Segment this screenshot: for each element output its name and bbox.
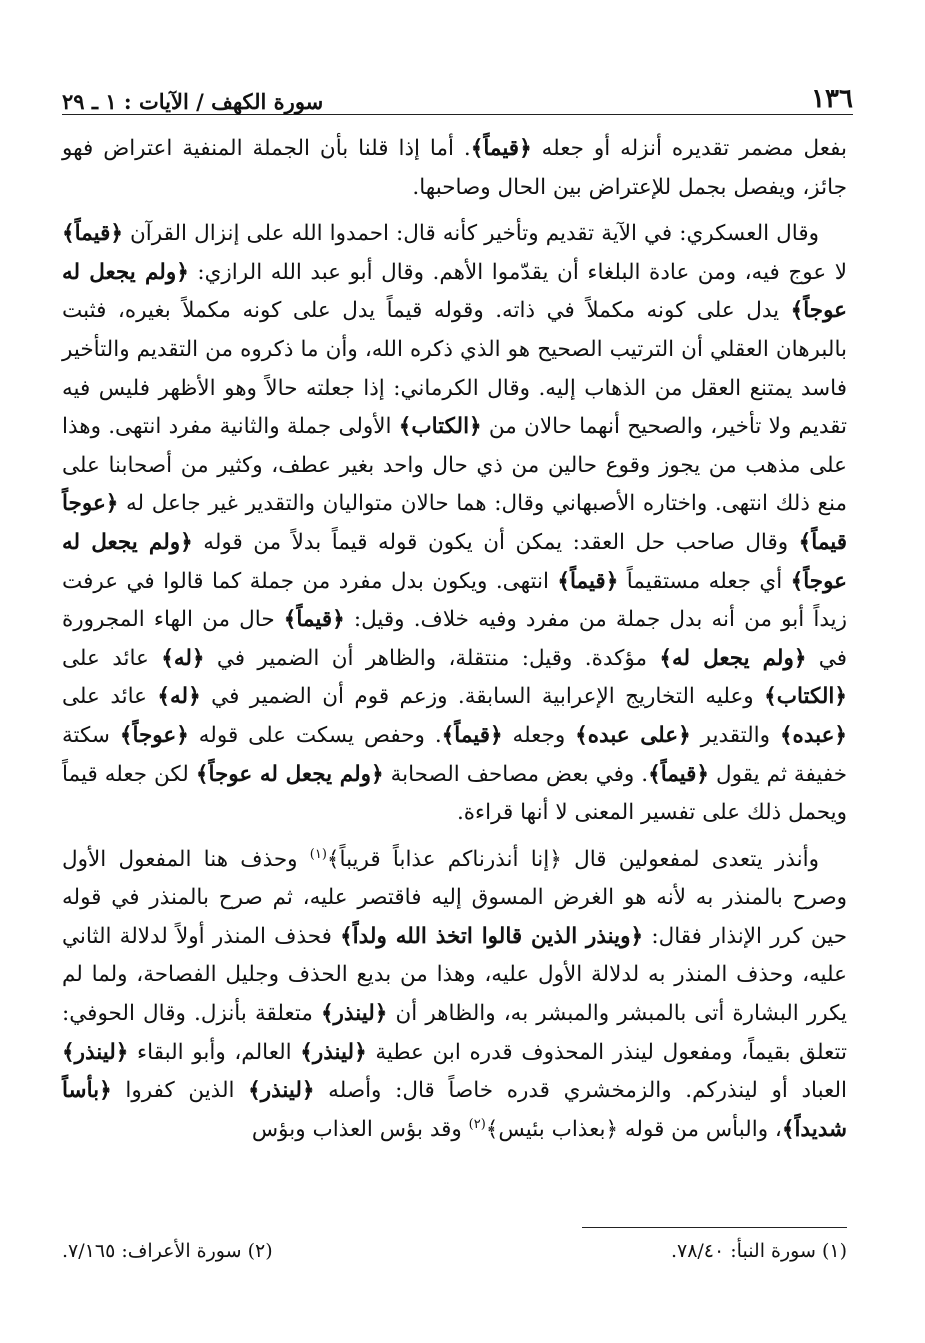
quran-quote: ﴿قيماً﴾	[557, 568, 619, 594]
quran-quote: ﴿الكتاب﴾	[764, 684, 847, 710]
text-run: وعليه التخاريج الإعرابية السابقة. وزعم قوم أن الضمير في	[200, 684, 765, 710]
paragraph	[62, 215, 847, 833]
text-run: . أما إذا قلنا بأن الجملة المنفية اعتراض فهو جائز، ويفصل بجمل للإعتراض بين الحال وصاحبها.	[62, 136, 847, 200]
footnote-marker: (١)	[309, 846, 327, 862]
text-run: وقال صاحب حل العقد: يمكن أن يكون قوله قيماً بدلاً من قوله	[192, 529, 799, 555]
text-run: . وحفص يسكت على قوله	[188, 722, 442, 748]
quran-quote: ﴿لينذر﴾	[300, 1039, 367, 1065]
quran-quote: ﴿قيماً﴾	[62, 221, 123, 247]
text-run: والتقدير	[690, 722, 780, 748]
footnote-marker: (٢)	[468, 1116, 486, 1132]
quran-quote: ﴿عوجاً﴾	[119, 722, 189, 748]
footnote-2: (٢) سورة الأعراف: ٧/١٦٥.	[62, 1240, 273, 1262]
quran-quote: ﴿له﴾	[161, 645, 205, 671]
text-run: العالم، وأبو البقاء	[128, 1039, 301, 1065]
page-header	[62, 84, 853, 115]
text-run: وقد بؤس العذاب وبؤس	[251, 1116, 469, 1142]
page-number: ١٣٦	[811, 84, 853, 114]
quran-quote: ﴿بأساً شديداً﴾	[62, 1078, 847, 1142]
quran-quote: ﴿لينذر﴾	[248, 1078, 315, 1104]
text-run: وحذف هنا المفعول الأول وصرح بالمنذر به لأنه هو الغرض المسوق إليه فاقتصر عليه، ثم صرح بالمنذر في قوله حين كرر الإنذار فقال:	[62, 846, 847, 949]
quran-quote: ﴿له﴾	[157, 684, 201, 710]
text-run: بفعل مضمر تقديره أنزله أو جعله	[531, 136, 847, 161]
quran-quote: ﴿الكتاب﴾	[398, 414, 482, 440]
text-run: ﴿إنا أنذرناكم عذاباً قريباً﴾	[326, 846, 562, 872]
quran-quote: ﴿ولم يجعل له عوجاً﴾	[62, 529, 847, 594]
quran-quote: ﴿عوجاً قيماً﴾	[62, 491, 848, 555]
quran-quote: ﴿قيماً﴾	[470, 136, 532, 161]
quran-quote: ﴿لينذر﴾	[62, 1039, 129, 1065]
quran-quote: ﴿على عبده﴾	[575, 722, 691, 748]
footnotes	[62, 1236, 847, 1266]
footnote-divider	[582, 1227, 847, 1228]
text-run: الأولى جملة والثانية مفرد انتهى. وهذا على مذهب من يجوز وقوع حالين من ذي حال واحد بغير عطف، وكثير من أصحابنا على منع ذلك انتهى. واختاره الأصبهاني وقال: هما حالان متواليان والتقدير غير جاعل له	[62, 414, 847, 517]
text-run: يدل على كونه مكملاً في ذاته. وقوله قيماً يدل على كونه مكملاً بغيره، فثبت بالبرهان العقلي أن الترتيب الصحيح هو الذي ذكره الله، وأن ما ذكروه من التقديم والتأخير فاسد يمتنع العقل من الذهاب إليه. وقال الكرماني: إذا جعلته حالاً وهو الأظهر فليس فيه تقديم ولا تأخير، والصحيح أنهما حالان من	[62, 298, 847, 440]
text-run: عائد على	[62, 684, 158, 710]
text-run: فحذف المنذر أولاً لدلالة الثاني عليه، وحذف المنذر به لدلالة الأول عليه، وهذا من بديع الحذف وجليل الفصاحة، ولما لم يكرر البشارة أتى بالمبشر والمبشر به، والظاهر أن	[62, 923, 847, 1027]
quran-quote: ﴿قيماً﴾	[283, 607, 345, 633]
paragraph	[62, 130, 847, 207]
text-run: انتهى. ويكون بدل مفرد من جملة كما قالوا في عرفت زيداً أبو من أنه بدل جملة من مفرد وفيه خلاف. وقيل:	[62, 568, 847, 633]
quran-quote: ﴿قيماً﴾	[648, 761, 710, 787]
text-run: ﴿بعذاب بئيس﴾	[485, 1116, 619, 1142]
text-run: وقال العسكري: في الآية تقديم وتأخير كأنه قال: احمدوا الله على إنزال القرآن	[122, 221, 819, 247]
quran-quote: ﴿ولم يجعل له عوجاً﴾	[195, 761, 384, 787]
quran-quote: ﴿ولم يجعل له عوجاً﴾	[62, 259, 847, 324]
running-title: سورة الكهف / الآيات : ١ ـ ٢٩	[62, 89, 324, 114]
text-run: وجعله	[502, 722, 576, 748]
quran-quote: ﴿قيماً﴾	[441, 722, 503, 748]
text-run: لكن جعله قيماً ويحمل ذلك على تفسير المعنى لا أنها قراءة.	[62, 761, 847, 826]
text-run: مؤكدة. وقيل: منتقلة، والظاهر أن الضمير في	[204, 645, 660, 671]
text-run: سكتة خفيفة ثم يقول	[62, 722, 847, 787]
paragraph	[62, 841, 847, 1150]
text-run: . وفي بعض مصاحف الصحابة	[383, 761, 649, 787]
text-run: الذين كفروا	[111, 1078, 249, 1104]
text-run: لا عوج فيه، ومن عادة البلغاء أن يقدّموا الأهم. وقال أبو عبد الله الرازي:	[188, 259, 847, 285]
quran-quote: ﴿لينذر﴾	[320, 1001, 388, 1027]
text-run: عائد على	[62, 645, 162, 671]
text-run: حال من الهاء المجرورة في	[62, 607, 847, 671]
quran-quote: ﴿ولم يجعل له﴾	[659, 645, 807, 671]
text-run: أي جعله مستقيماً	[618, 568, 791, 594]
text-run: العباد أو لينذركم. والزمخشري قدره خاصاً قال: وأصله	[314, 1078, 847, 1104]
footnote-1: (١) سورة النبأ: ٧٨/٤٠.	[670, 1240, 847, 1262]
text-run: وأنذر يتعدى لمفعولين قال	[561, 846, 819, 872]
quran-quote: ﴿وينذر الذين قالوا اتخذ الله ولداً﴾	[340, 923, 644, 949]
body-text	[62, 130, 847, 1157]
text-run: متعلقة بأنزل. وقال الحوفي: تتعلق بقيماً، ومفعول لينذر المحذوف قدره ابن عطية	[62, 1001, 847, 1065]
text-run: ، والبأس من قوله	[618, 1116, 782, 1142]
quran-quote: ﴿عبده﴾	[779, 722, 848, 748]
